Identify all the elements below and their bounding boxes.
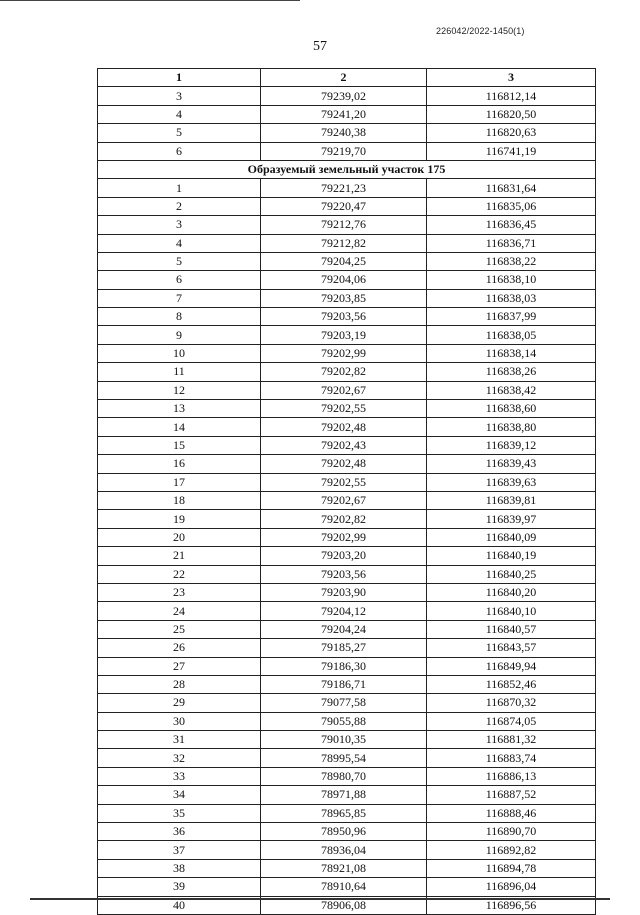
point-number-cell: 4 [98, 105, 261, 123]
document-id: 226042/2022-1450(1) [436, 26, 525, 36]
table-body [98, 87, 596, 915]
x-coordinate-cell: 78906,08 [261, 896, 427, 914]
y-coordinate-cell: 116835,06 [427, 197, 596, 215]
y-coordinate-cell: 116870,32 [427, 694, 596, 712]
table-row [98, 124, 596, 142]
y-coordinate-cell: 116836,71 [427, 234, 596, 252]
x-coordinate-cell: 79185,27 [261, 639, 427, 657]
table-row [98, 565, 596, 583]
x-coordinate-cell: 79203,19 [261, 326, 427, 344]
x-coordinate-cell: 79010,35 [261, 731, 427, 749]
y-coordinate-cell: 116820,50 [427, 105, 596, 123]
point-number-cell: 9 [98, 326, 261, 344]
table-row [98, 602, 596, 620]
y-coordinate-cell: 116836,45 [427, 216, 596, 234]
x-coordinate-cell: 79202,67 [261, 381, 427, 399]
point-number-cell: 33 [98, 767, 261, 785]
point-number-cell: 2 [98, 197, 261, 215]
table-row [98, 179, 596, 197]
y-coordinate-cell: 116838,26 [427, 363, 596, 381]
y-coordinate-cell: 116840,10 [427, 602, 596, 620]
y-coordinate-cell: 116852,46 [427, 675, 596, 693]
y-coordinate-cell: 116896,56 [427, 896, 596, 914]
y-coordinate-cell: 116890,70 [427, 823, 596, 841]
x-coordinate-cell: 79203,56 [261, 565, 427, 583]
table-row [98, 841, 596, 859]
point-number-cell: 10 [98, 344, 261, 362]
x-coordinate-cell: 79212,82 [261, 234, 427, 252]
x-coordinate-cell: 78950,96 [261, 823, 427, 841]
table-row [98, 767, 596, 785]
point-number-cell: 17 [98, 473, 261, 491]
table-row [98, 473, 596, 491]
table-row [98, 289, 596, 307]
table-row [98, 271, 596, 289]
point-number-cell: 3 [98, 216, 261, 234]
table-row [98, 105, 596, 123]
table-row [98, 363, 596, 381]
table-row [98, 675, 596, 693]
table-row [98, 583, 596, 601]
section-row [98, 160, 596, 178]
point-number-cell: 13 [98, 400, 261, 418]
x-coordinate-cell: 79202,55 [261, 473, 427, 491]
point-number-cell: 29 [98, 694, 261, 712]
table-row [98, 510, 596, 528]
point-number-cell: 19 [98, 510, 261, 528]
point-number-cell: 7 [98, 289, 261, 307]
y-coordinate-cell: 116896,04 [427, 878, 596, 896]
y-coordinate-cell: 116838,05 [427, 326, 596, 344]
y-coordinate-cell: 116840,25 [427, 565, 596, 583]
y-coordinate-cell: 116840,20 [427, 583, 596, 601]
point-number-cell: 28 [98, 675, 261, 693]
table-row [98, 639, 596, 657]
x-coordinate-cell: 79077,58 [261, 694, 427, 712]
x-coordinate-cell: 79219,70 [261, 142, 427, 160]
table-row [98, 657, 596, 675]
y-coordinate-cell: 116839,63 [427, 473, 596, 491]
x-coordinate-cell: 79204,25 [261, 252, 427, 270]
x-coordinate-cell: 78921,08 [261, 859, 427, 877]
page-number: 57 [313, 39, 327, 54]
table-row [98, 87, 596, 105]
table-row [98, 252, 596, 270]
y-coordinate-cell: 116839,97 [427, 510, 596, 528]
table-row [98, 859, 596, 877]
y-coordinate-cell: 116741,19 [427, 142, 596, 160]
y-coordinate-cell: 116839,12 [427, 436, 596, 454]
x-coordinate-cell: 79202,99 [261, 528, 427, 546]
y-coordinate-cell: 116881,32 [427, 731, 596, 749]
point-number-cell: 18 [98, 491, 261, 509]
x-coordinate-cell: 79221,23 [261, 179, 427, 197]
point-number-cell: 31 [98, 731, 261, 749]
table-row [98, 749, 596, 767]
point-number-cell: 34 [98, 786, 261, 804]
point-number-cell: 12 [98, 381, 261, 399]
y-coordinate-cell: 116894,78 [427, 859, 596, 877]
x-coordinate-cell: 79204,06 [261, 271, 427, 289]
x-coordinate-cell: 79212,76 [261, 216, 427, 234]
y-coordinate-cell: 116886,13 [427, 767, 596, 785]
point-number-cell: 15 [98, 436, 261, 454]
point-number-cell: 5 [98, 252, 261, 270]
table-row [98, 234, 596, 252]
y-coordinate-cell: 116839,43 [427, 455, 596, 473]
y-coordinate-cell: 116831,64 [427, 179, 596, 197]
point-number-cell: 21 [98, 547, 261, 565]
point-number-cell: 27 [98, 657, 261, 675]
point-number-cell: 3 [98, 87, 261, 105]
table-row [98, 547, 596, 565]
x-coordinate-cell: 79239,02 [261, 87, 427, 105]
table-row [98, 491, 596, 509]
x-coordinate-cell: 79203,85 [261, 289, 427, 307]
point-number-cell: 35 [98, 804, 261, 822]
point-number-cell: 6 [98, 142, 261, 160]
x-coordinate-cell: 79203,90 [261, 583, 427, 601]
table-row [98, 216, 596, 234]
x-coordinate-cell: 79186,30 [261, 657, 427, 675]
x-coordinate-cell: 79202,48 [261, 455, 427, 473]
x-coordinate-cell: 79202,82 [261, 510, 427, 528]
table-row [98, 418, 596, 436]
x-coordinate-cell: 78965,85 [261, 804, 427, 822]
point-number-cell: 26 [98, 639, 261, 657]
top-rule [0, 0, 300, 1]
y-coordinate-cell: 116838,42 [427, 381, 596, 399]
y-coordinate-cell: 116837,99 [427, 308, 596, 326]
x-coordinate-cell: 78936,04 [261, 841, 427, 859]
point-number-cell: 11 [98, 363, 261, 381]
point-number-cell: 30 [98, 712, 261, 730]
table-row [98, 731, 596, 749]
table-row [98, 381, 596, 399]
y-coordinate-cell: 116840,09 [427, 528, 596, 546]
y-coordinate-cell: 116888,46 [427, 804, 596, 822]
point-number-cell: 1 [98, 179, 261, 197]
x-coordinate-cell: 79204,12 [261, 602, 427, 620]
point-number-cell: 16 [98, 455, 261, 473]
bottom-rule [30, 898, 610, 900]
table-row [98, 804, 596, 822]
x-coordinate-cell: 78910,64 [261, 878, 427, 896]
table-row [98, 142, 596, 160]
y-coordinate-cell: 116849,94 [427, 657, 596, 675]
y-coordinate-cell: 116874,05 [427, 712, 596, 730]
column-header-3: 3 [427, 69, 596, 87]
section-title: Образуемый земельный участок 175 [98, 160, 596, 178]
y-coordinate-cell: 116840,19 [427, 547, 596, 565]
table-row [98, 786, 596, 804]
y-coordinate-cell: 116838,22 [427, 252, 596, 270]
table-row [98, 878, 596, 896]
x-coordinate-cell: 79202,99 [261, 344, 427, 362]
x-coordinate-cell: 79202,67 [261, 491, 427, 509]
x-coordinate-cell: 79202,43 [261, 436, 427, 454]
y-coordinate-cell: 116843,57 [427, 639, 596, 657]
x-coordinate-cell: 79204,24 [261, 620, 427, 638]
table-row [98, 694, 596, 712]
table-row [98, 455, 596, 473]
y-coordinate-cell: 116840,57 [427, 620, 596, 638]
y-coordinate-cell: 116820,63 [427, 124, 596, 142]
point-number-cell: 36 [98, 823, 261, 841]
column-header-2: 2 [261, 69, 427, 87]
point-number-cell: 32 [98, 749, 261, 767]
point-number-cell: 4 [98, 234, 261, 252]
table-row [98, 823, 596, 841]
point-number-cell: 37 [98, 841, 261, 859]
x-coordinate-cell: 79203,56 [261, 308, 427, 326]
y-coordinate-cell: 116838,60 [427, 400, 596, 418]
header-row [98, 69, 596, 87]
table-row [98, 400, 596, 418]
x-coordinate-cell: 79055,88 [261, 712, 427, 730]
y-coordinate-cell: 116838,03 [427, 289, 596, 307]
y-coordinate-cell: 116887,52 [427, 786, 596, 804]
table-row [98, 528, 596, 546]
y-coordinate-cell: 116892,82 [427, 841, 596, 859]
table-row [98, 308, 596, 326]
y-coordinate-cell: 116838,80 [427, 418, 596, 436]
y-coordinate-cell: 116838,10 [427, 271, 596, 289]
table-row [98, 326, 596, 344]
point-number-cell: 24 [98, 602, 261, 620]
table-row [98, 344, 596, 362]
point-number-cell: 39 [98, 878, 261, 896]
table-row [98, 620, 596, 638]
point-number-cell: 25 [98, 620, 261, 638]
table-header [98, 69, 596, 87]
point-number-cell: 8 [98, 308, 261, 326]
x-coordinate-cell: 78980,70 [261, 767, 427, 785]
table-row [98, 712, 596, 730]
point-number-cell: 23 [98, 583, 261, 601]
point-number-cell: 20 [98, 528, 261, 546]
x-coordinate-cell: 79202,82 [261, 363, 427, 381]
x-coordinate-cell: 79241,20 [261, 105, 427, 123]
point-number-cell: 14 [98, 418, 261, 436]
y-coordinate-cell: 116812,14 [427, 87, 596, 105]
point-number-cell: 38 [98, 859, 261, 877]
x-coordinate-cell: 79203,20 [261, 547, 427, 565]
point-number-cell: 40 [98, 896, 261, 914]
y-coordinate-cell: 116838,14 [427, 344, 596, 362]
x-coordinate-cell: 79186,71 [261, 675, 427, 693]
table-row [98, 197, 596, 215]
y-coordinate-cell: 116839,81 [427, 491, 596, 509]
table-row [98, 436, 596, 454]
point-number-cell: 22 [98, 565, 261, 583]
coordinates-table [97, 68, 596, 915]
point-number-cell: 5 [98, 124, 261, 142]
column-header-1: 1 [98, 69, 261, 87]
x-coordinate-cell: 79202,48 [261, 418, 427, 436]
point-number-cell: 6 [98, 271, 261, 289]
x-coordinate-cell: 79202,55 [261, 400, 427, 418]
x-coordinate-cell: 79220,47 [261, 197, 427, 215]
y-coordinate-cell: 116883,74 [427, 749, 596, 767]
x-coordinate-cell: 78995,54 [261, 749, 427, 767]
x-coordinate-cell: 79240,38 [261, 124, 427, 142]
x-coordinate-cell: 78971,88 [261, 786, 427, 804]
